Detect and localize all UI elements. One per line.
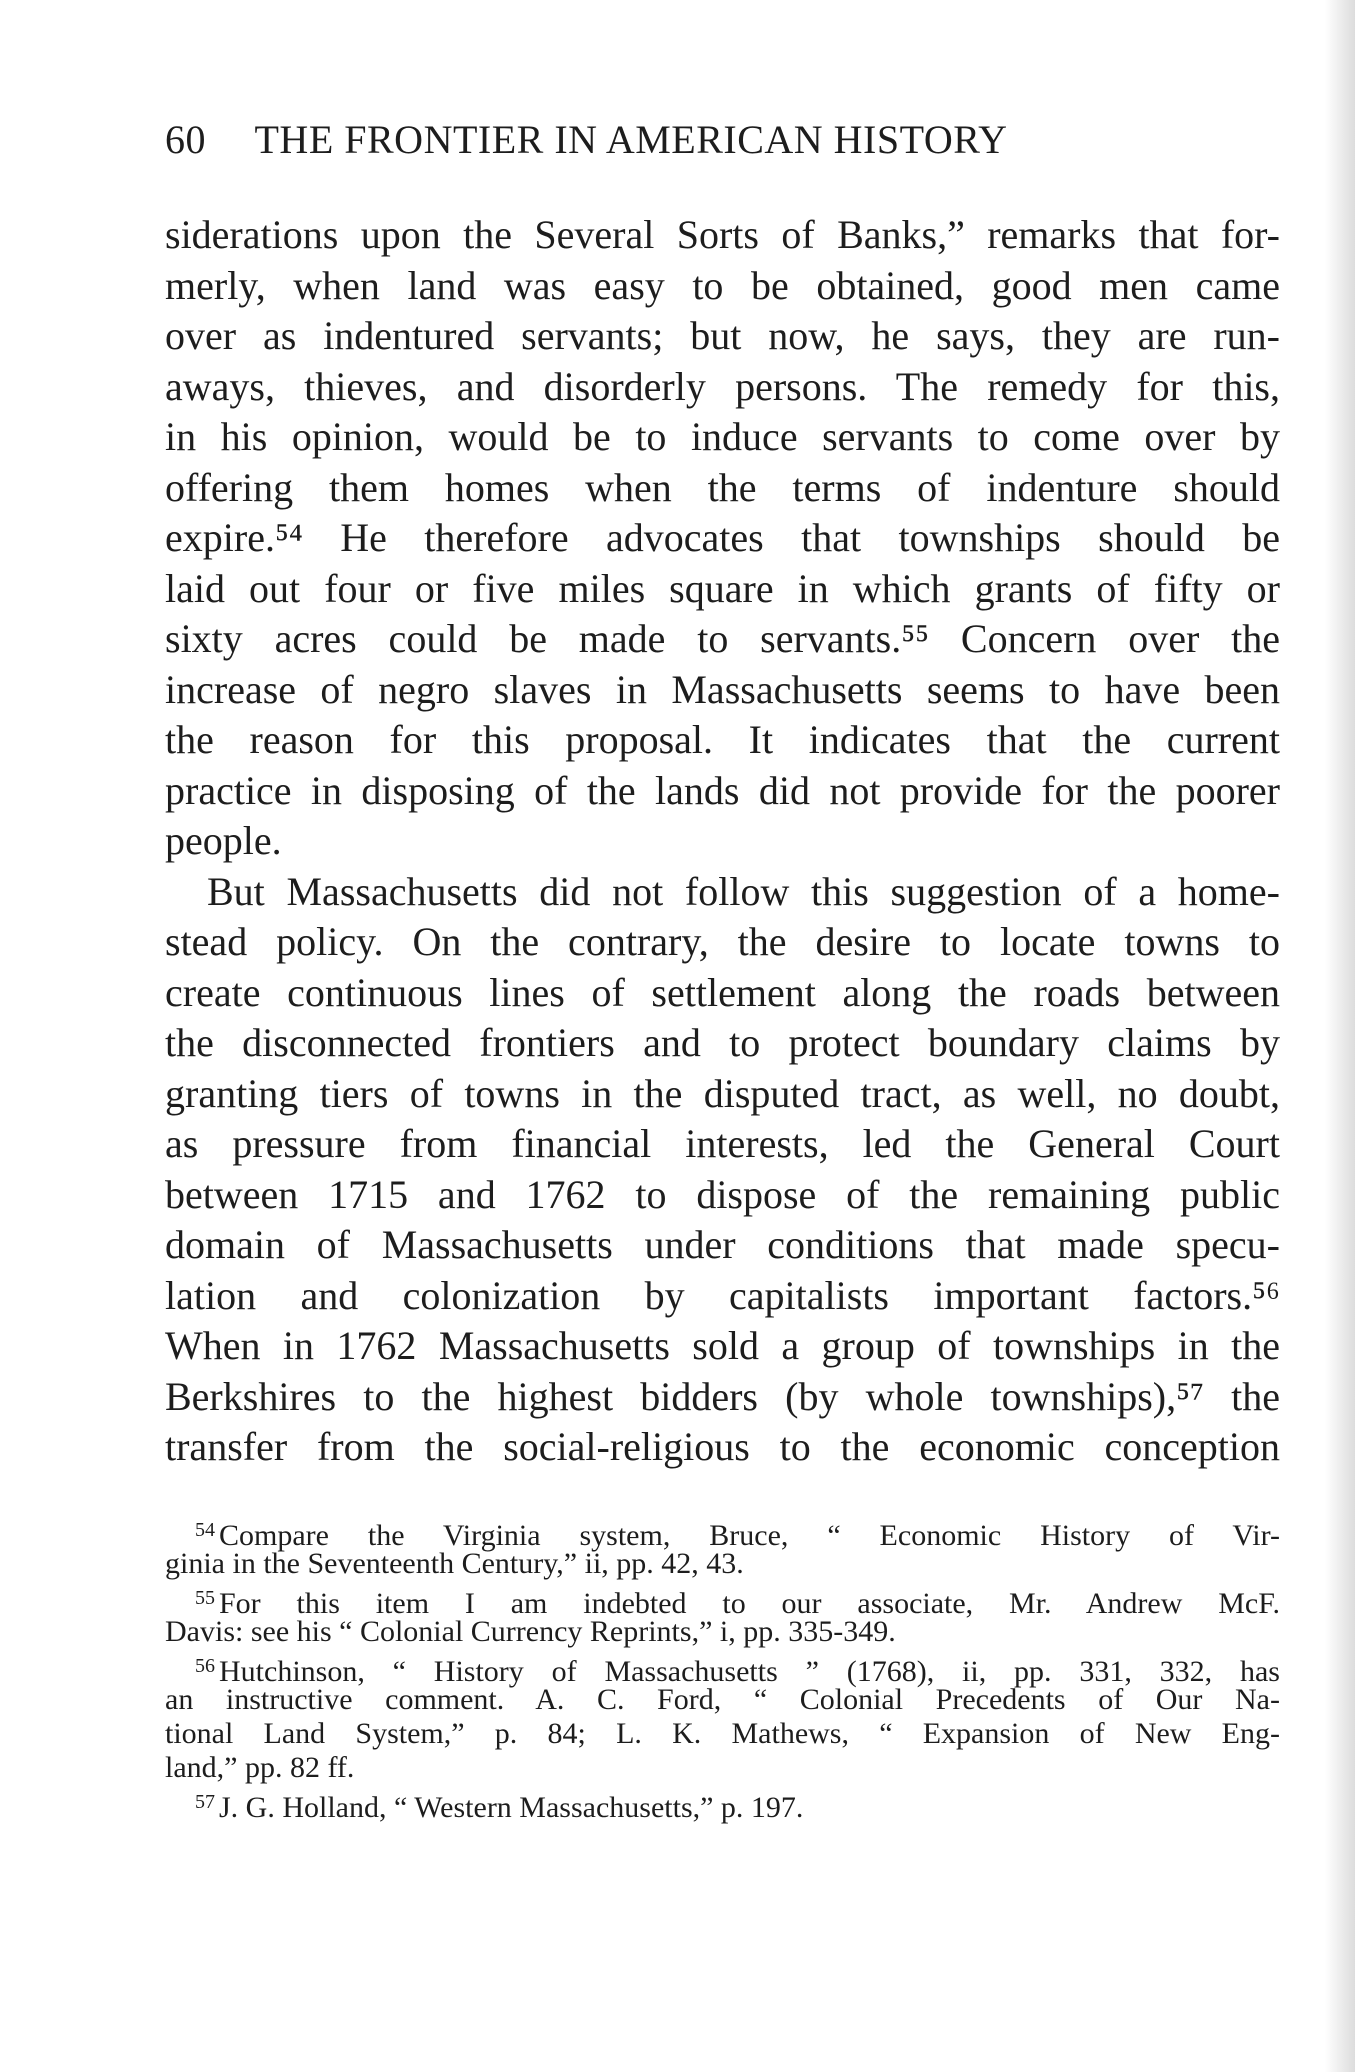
body-line: When in 1762 Massachusetts sold a group of townships in the bbox=[165, 1323, 1280, 1368]
footnote-mark: 55 bbox=[195, 1587, 215, 1609]
body-line: merly, when land was easy to be obtained, good men came bbox=[165, 262, 1280, 308]
running-header bbox=[165, 110, 1165, 170]
footnote-56-line: tional Land System,” p. 84; L. K. Mathews, “ Expansion of New Eng- bbox=[165, 1717, 1280, 1750]
body-line: But Massachusetts did not follow this suggestion of a home- bbox=[207, 868, 1280, 914]
body-line: people. bbox=[165, 818, 282, 863]
footnote-text: J. G. Holland, “ Western Massachusetts,” p. 197. bbox=[219, 1791, 804, 1824]
footnote-text: For this item I am indebted to our associate, Mr. Andrew McF. bbox=[219, 1587, 1280, 1620]
footnote-mark: 57 bbox=[195, 1791, 215, 1813]
footnote-56-line: land,” pp. 82 ff. bbox=[165, 1751, 355, 1784]
body-line: the reason for this proposal. It indicates that the current bbox=[165, 717, 1280, 762]
body-line: lation and colonization by capitalists important factors.⁵⁶ bbox=[165, 1272, 1280, 1318]
body-line: over as indentured servants; but now, he says, they are run- bbox=[165, 313, 1280, 358]
body-line: as pressure from financial interests, led the General Court bbox=[165, 1121, 1280, 1166]
body-line: create continuous lines of settlement along the roads between bbox=[165, 969, 1280, 1015]
body-line: practice in disposing of the lands did not provide for the poorer bbox=[165, 767, 1280, 813]
footnote-56-line: an instructive comment. A. C. Ford, “ Colonial Precedents of Our Na- bbox=[165, 1683, 1280, 1716]
body-line: in his opinion, would be to induce servants to come over by bbox=[165, 414, 1280, 459]
body-line: expire.⁵⁴ He therefore advocates that townships should be bbox=[165, 515, 1280, 560]
body-line: granting tiers of towns in the disputed tract, as well, no doubt, bbox=[165, 1070, 1280, 1116]
running-title: THE FRONTIER IN AMERICAN HISTORY bbox=[254, 117, 1008, 162]
body-line: siderations upon the Several Sorts of Banks,” remarks that for- bbox=[165, 212, 1280, 257]
footnote-57-line bbox=[165, 1785, 1280, 1824]
body-line: increase of negro slaves in Massachusetts seems to have been bbox=[165, 666, 1280, 712]
footnote-55-line: Davis: see his “ Colonial Currency Reprints,” i, pp. 335-349. bbox=[165, 1615, 896, 1648]
body-text bbox=[165, 210, 1280, 1473]
page-edge-shadow bbox=[1325, 0, 1355, 2072]
body-line: transfer from the social-religious to the economic conception bbox=[165, 1424, 1280, 1469]
body-line: Berkshires to the highest bidders (by whole townships),⁵⁷ the bbox=[165, 1373, 1280, 1419]
body-line: domain of Massachusetts under conditions that made specu- bbox=[165, 1222, 1280, 1267]
page-number: 60 bbox=[165, 117, 206, 162]
footnote-56-line bbox=[165, 1649, 1280, 1688]
footnote-54-line: ginia in the Seventeenth Century,” ii, pp. 42, 43. bbox=[165, 1547, 744, 1580]
footnote-mark: 54 bbox=[195, 1519, 215, 1541]
body-line: the disconnected frontiers and to protect boundary claims by bbox=[165, 1020, 1280, 1065]
footnote-55-line bbox=[165, 1581, 1280, 1620]
body-line: aways, thieves, and disorderly persons. The remedy for this, bbox=[165, 363, 1280, 409]
footnotes bbox=[165, 1513, 1280, 1824]
body-line: between 1715 and 1762 to dispose of the remaining public bbox=[165, 1171, 1280, 1217]
footnote-text: Compare the Virginia system, Bruce, “ Economic History of Vir- bbox=[219, 1519, 1280, 1552]
body-line: offering them homes when the terms of indenture should bbox=[165, 464, 1280, 510]
body-line: sixty acres could be made to servants.⁵⁵ Concern over the bbox=[165, 616, 1280, 661]
footnote-54-line bbox=[165, 1513, 1280, 1552]
body-line: stead policy. On the contrary, the desire to locate towns to bbox=[165, 919, 1280, 964]
footnote-text: Hutchinson, “ History of Massachusetts ” (1768), ii, pp. 331, 332, has bbox=[219, 1655, 1280, 1688]
footnote-mark: 56 bbox=[195, 1655, 215, 1677]
body-line: laid out four or five miles square in which grants of fifty or bbox=[165, 565, 1280, 611]
